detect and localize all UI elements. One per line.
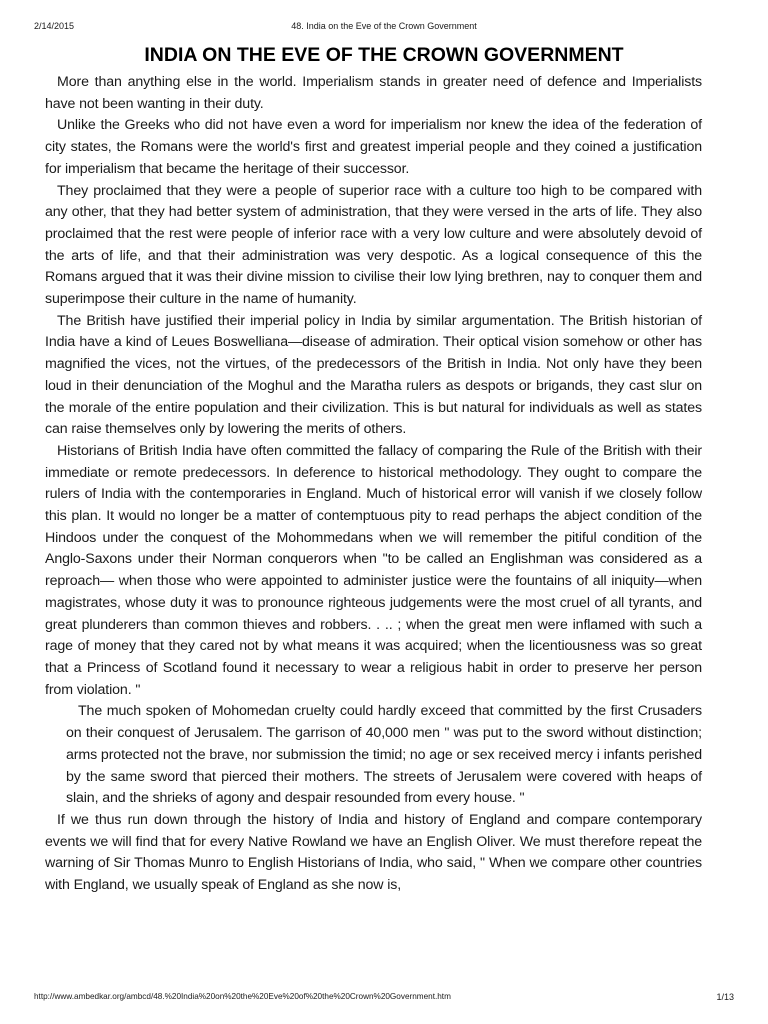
paragraph: The British have justified their imperial policy in India by similar argumentation. The British historian of India have a kind of Leues Boswelliana—disease of admiration. Their optical vision somehow or other has magnified the vices, not the virtues, of the predecessors of the British in India. Not only have they been loud in their denunciation of the Moghul and the Maratha rulers as despots or brigands, they cast slur on the morale of the entire population and their civilization. This is but natural for individuals as well as states can raise themselves only by lowering the merits of others. [45,312,702,438]
print-footer [34,990,734,1004]
source-url[interactable]: http://www.ambedkar.org/ambcd/48.%20India%20on%20the%20Eve%20of%20the%20Crown%20Government.htm [34,992,451,1001]
print-header [34,19,734,33]
paragraph: Unlike the Greeks who did not have even a word for imperialism nor knew the idea of the federation of city states, the Romans were the world's first and greatest imperial people and they coined a justification for imperialism that became the heritage of their successor. [45,117,702,177]
block-quote: The much spoken of Mohomedan cruelty could hardly exceed that committed by the first Crusaders on their conquest of Jerusalem. The garrison of 40,000 men " was put to the sword without distinction; arms protected not the brave, nor submission the timid; no age or sex received mercy i infants perished by the same sword that pierced their mothers. The streets of Jerusalem were covered with heaps of slain, and the shrieks of agony and despair resounded from every house. " [66,703,702,807]
paragraph: More than anything else in the world. Imperialism stands in greater need of defence and Imperialists have not been wanting in their duty. [45,74,702,112]
print-date: 2/14/2015 [34,21,75,31]
page-number: 1/13 [716,992,734,1002]
paragraph: They proclaimed that they were a people of superior race with a culture too high to be compared with any other, that they had better system of administration, that they were versed in the arts of life. They also proclaimed that the rest were people of inferior race with a very low culture and were absolutely devoid of the arts of life, and that their administration was very despotic. As a logical consequence of this the Romans argued that it was their divine mission to civilise their low lying brethren, nay to conquer them and superimpose their culture in the name of humanity. [45,182,702,308]
print-doc-title: 48. India on the Eve of the Crown Government [291,21,477,31]
document-body [45,72,702,897]
paragraph: Historians of British India have often committed the fallacy of comparing the Rule of the British with their immediate or remote predecessors. In deference to historical methodology. They ought to compare the rulers of India with the contemporaries in England. Much of historical error will vanish if we closely follow this plan. It would no longer be a matter of contemptuous pity to read perhaps the abject condition of the Hindoos under the conquest of the Mohommedans when we will remember the pitiful condition of the Anglo-Saxons under their Norman conquerors when "to be called an Englishman was considered as a reproach— when those who were appointed to administer justice were the fountains of all iniquity—when magistrates, whose duty it was to pronounce righteous judgements were the most cruel of all tyrants, and great plunderers than common thieves and robbers. . .. ; when the great men were inflamed with such a rage of money that they cared not by what means it was acquired; when the licentiousness was so great that a Princess of Scotland found it necessary to wear a religious habit in order to preserve her person from violation. " [45,442,702,698]
paragraph: If we thus run down through the history of India and history of England and compare contemporary events we will find that for every Native Rowland we have an English Oliver. We must therefore repeat the warning of Sir Thomas Munro to English Historians of India, who said, " When we compare other countries with England, we usually speak of England as she now is, [45,811,702,894]
page-title: INDIA ON THE EVE OF THE CROWN GOVERNMENT [144,44,624,66]
